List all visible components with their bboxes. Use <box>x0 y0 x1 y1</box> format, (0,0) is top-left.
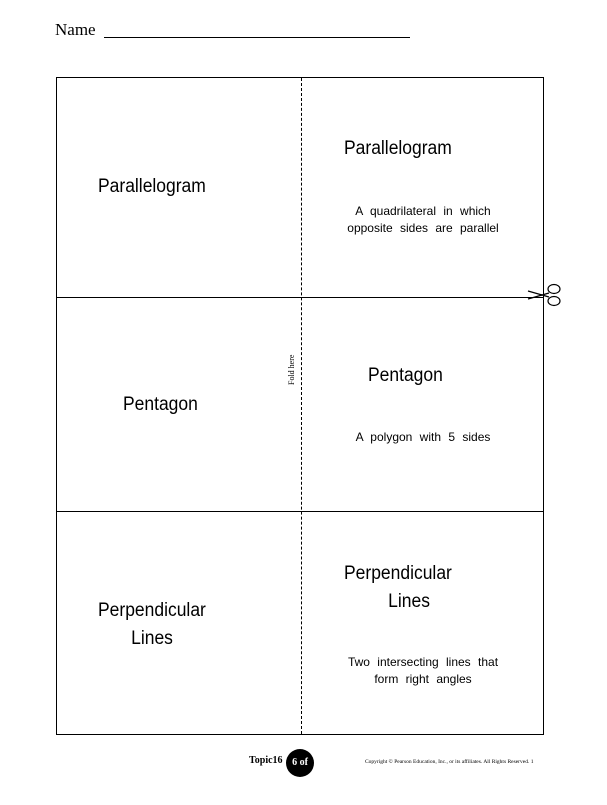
fold-here-label: Fold here <box>287 354 296 385</box>
definition-line: A polygon with 5 sides <box>355 430 491 444</box>
card-term-front: Pentagon <box>123 394 198 415</box>
definition-line: form right angles <box>374 672 472 686</box>
cut-line <box>57 297 543 298</box>
cut-line <box>57 511 543 512</box>
card-term-back: Pentagon <box>368 365 443 386</box>
scissors-icon <box>527 283 563 307</box>
term-line: Lines <box>131 628 173 649</box>
name-line[interactable] <box>104 37 410 38</box>
name-label: Name <box>55 20 96 39</box>
fold-line <box>301 78 302 734</box>
topic-label: Topic16 <box>249 755 283 766</box>
card-definition <box>321 204 525 235</box>
term-line: Lines <box>388 591 430 612</box>
card-term-back: Parallelogram <box>344 138 452 159</box>
flashcard-grid <box>56 77 544 735</box>
card-term-front: Parallelogram <box>98 176 206 197</box>
term-line: Perpendicular <box>344 563 452 584</box>
copyright-notice: Copyright © Pearson Education, Inc., or its affiliates. All Rights Reserved. 1 <box>365 759 534 765</box>
definition-line: A quadrilateral in which <box>355 204 491 218</box>
term-line: Perpendicular <box>98 600 206 621</box>
definition-line: opposite sides are parallel <box>347 221 499 235</box>
page-number-badge: 6 of 13 <box>286 749 314 777</box>
card-definition <box>321 655 525 686</box>
card-term-front <box>98 597 206 653</box>
card-definition <box>321 430 525 444</box>
card-term-back <box>344 560 452 616</box>
definition-line: Two intersecting lines that <box>347 655 499 669</box>
